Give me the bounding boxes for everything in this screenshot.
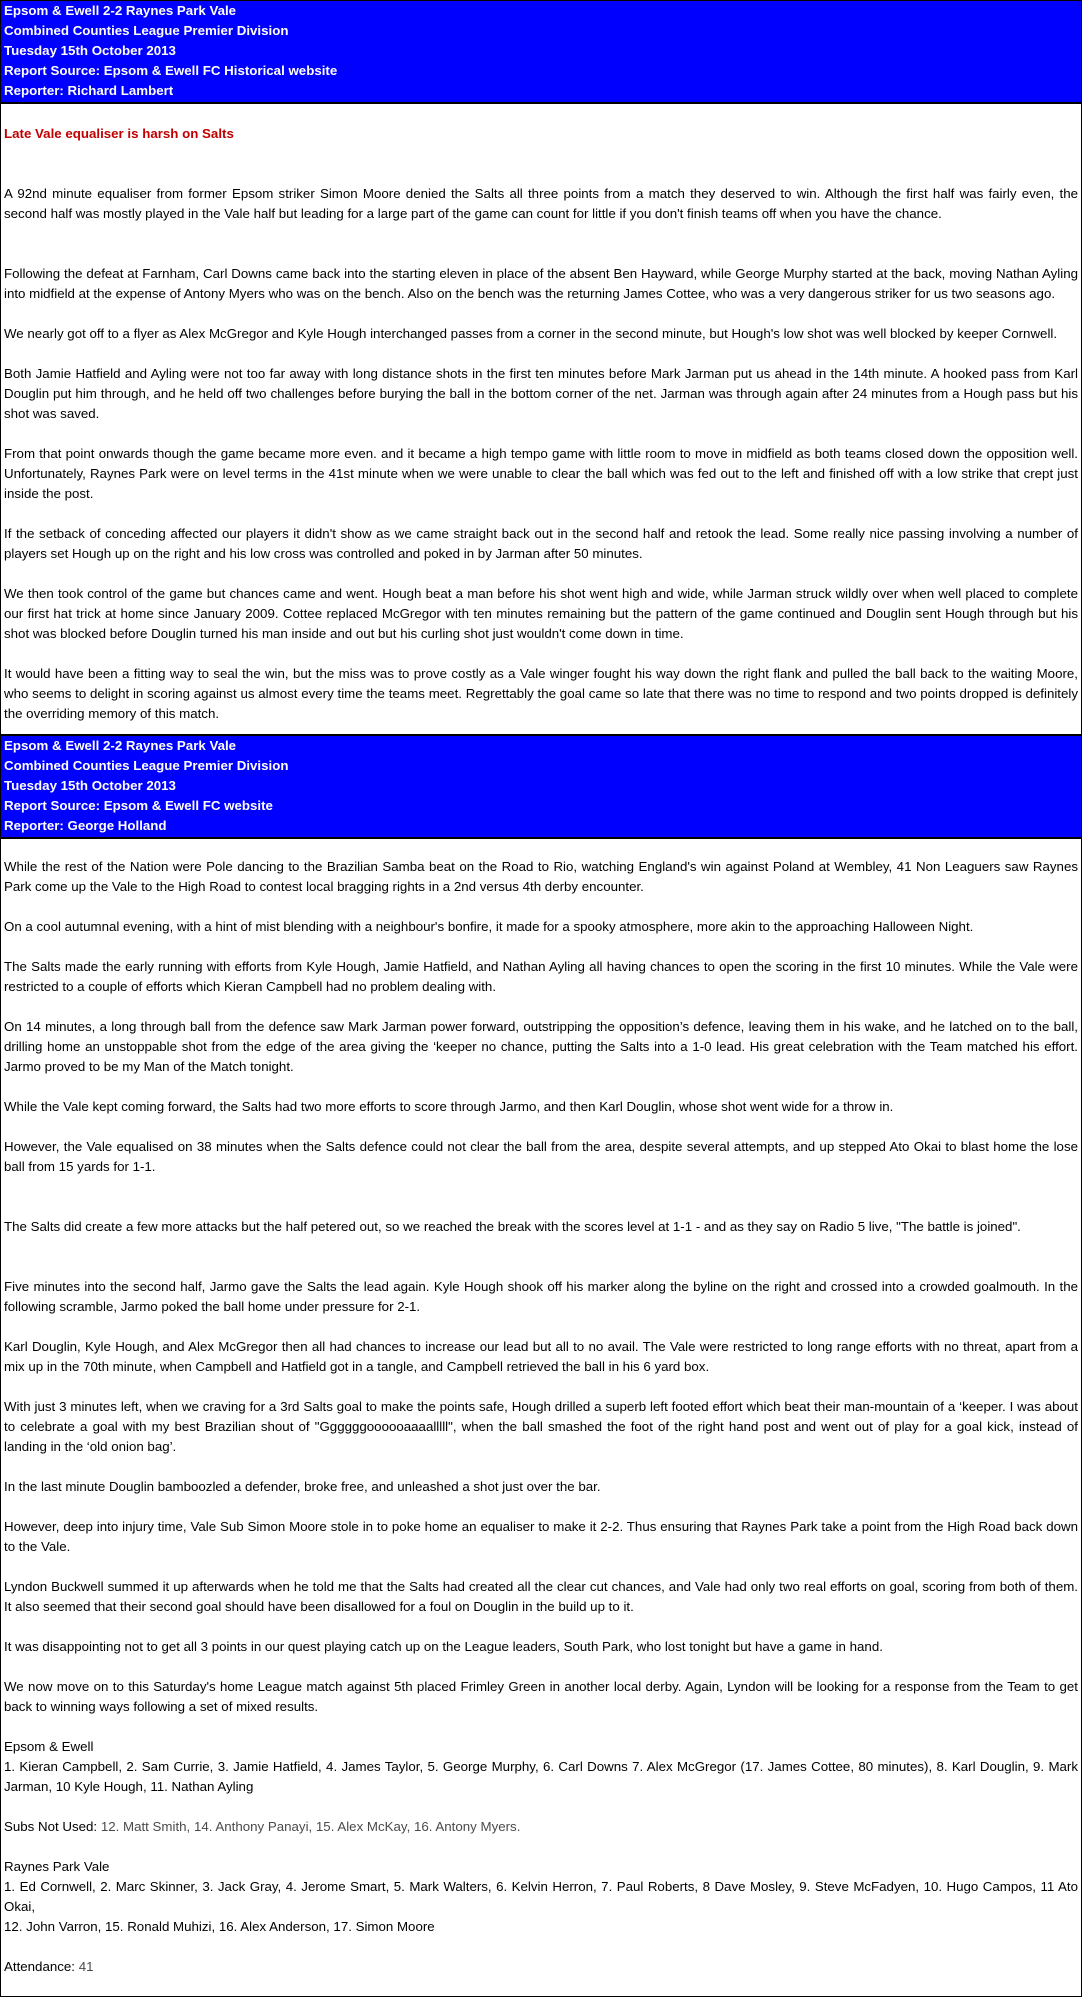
report-header-1 — [1, 1, 1081, 104]
paragraph: We nearly got off to a flyer as Alex McGregor and Kyle Hough interchanged passes from a corner in the second minute, but Hough's low shot was well blocked by keeper Cornwell. — [4, 326, 1058, 341]
away-team-name: Raynes Park Vale — [4, 1859, 110, 1874]
paragraph: In the last minute Douglin bamboozled a defender, broke free, and unleashed a shot just over the bar. — [4, 1479, 601, 1494]
paragraph: With just 3 minutes left, when we craving for a 3rd Salts goal to make the points safe, Hough drilled a superb left footed effort which beat their man-mountain of a ‘keeper. I was about to celebrate a goal with my best Brazilian shout of "Ggggggoooooaaaalllll", when the ball smashed the foot of the right hand post and went out of play for a goal kick, instead of landing in the ‘old onion bag’. — [4, 1399, 1078, 1454]
away-lineup: 1. Ed Cornwell, 2. Marc Skinner, 3. Jack Gray, 4. Jerome Smart, 5. Mark Walters, 6. Kelvin Herron, 7. Paul Roberts, 8 Dave Mosley, 9. Steve McFadyen, 10. Hugo Campos, 11 Ato Okai, — [4, 1879, 1078, 1914]
paragraph: However, the Vale equalised on 38 minutes when the Salts defence could not clear the ball from the area, despite several attempts, and up stepped Ato Okai to blast home the lose ball from 15 yards for 1-1. — [4, 1139, 1078, 1174]
paragraph: The Salts made the early running with efforts from Kyle Hough, Jamie Hatfield, and Nathan Ayling all having chances to open the scoring in the first 10 minutes. While the Vale were restricted to a couple of efforts which Kieran Campbell had no problem dealing with. — [4, 959, 1078, 994]
match-title: Epsom & Ewell 2-2 Raynes Park Vale — [4, 738, 237, 753]
paragraph: It would have been a fitting way to seal the win, but the miss was to prove costly as a Vale winger fought his way down the right flank and pulled the ball back to the waiting Moore, who seems to delight in scoring against us almost every time the teams meet. Regrettably the goal came so late that there was no time to respond and two points dropped is definitely the overriding memory of this match. — [4, 666, 1078, 721]
reporter: Reporter: George Holland — [4, 818, 167, 833]
paragraph: While the rest of the Nation were Pole dancing to the Brazilian Samba beat on the Road to Rio, watching England's win against Poland at Wembley, 41 Non Leaguers saw Raynes Park come up the Vale to the High Road to contest local bragging rights in a 2nd versus 4th derby encounter. — [4, 859, 1078, 894]
home-subs-line — [4, 1817, 1078, 1837]
paragraph: A 92nd minute equaliser from former Epsom striker Simon Moore denied the Salts all three points from a match they deserved to win. Although the first half was fairly even, the second half was mostly played in the Vale half but leading for a large part of the game can count for little if you don't finish teams off when you have the chance. — [4, 186, 1078, 221]
report-body-2 — [1, 839, 1081, 1977]
match-date: Tuesday 15th October 2013 — [4, 43, 176, 58]
subs-list: 12. Matt Smith, 14. Anthony Panayi, 15. Alex McKay, 16. Antony Myers. — [100, 1819, 521, 1834]
paragraph: Five minutes into the second half, Jarmo gave the Salts the lead again. Kyle Hough shook off his marker along the byline on the right and crossed into a crowded goalmouth. In the following scramble, Jarmo poked the ball home under pressure for 2-1. — [4, 1279, 1078, 1314]
paragraph: It was disappointing not to get all 3 points in our quest playing catch up on the League leaders, South Park, who lost tonight but have a game in hand. — [4, 1639, 883, 1654]
attendance-line — [4, 1957, 1078, 1977]
away-subs: 12. John Varron, 15. Ronald Muhizi, 16. Alex Anderson, 17. Simon Moore — [4, 1919, 435, 1934]
report-source: Report Source: Epsom & Ewell FC website — [4, 798, 273, 813]
attendance-value: 41 — [78, 1959, 94, 1974]
paragraph: However, deep into injury time, Vale Sub Simon Moore stole in to poke home an equaliser to make it 2-2. Thus ensuring that Raynes Park take a point from the High Road back down to the Vale. — [4, 1519, 1078, 1554]
paragraph: Both Jamie Hatfield and Ayling were not too far away with long distance shots in the first ten minutes before Mark Jarman put us ahead in the 14th minute. A hooked pass from Karl Douglin put him through, and he held off two challenges before burying the ball in the bottom corner of the net. Jarman was through again after 24 minutes from a Hough pass but his shot was saved. — [4, 366, 1078, 421]
paragraph: Following the defeat at Farnham, Carl Downs came back into the starting eleven in place of the absent Ben Hayward, while George Murphy started at the back, moving Nathan Ayling into midfield at the expense of Antony Myers who was on the bench. Also on the bench was the returning James Cottee, who was a very dangerous striker for us two seasons ago. — [4, 266, 1078, 301]
competition: Combined Counties League Premier Division — [4, 23, 289, 38]
report-header-2 — [1, 734, 1081, 839]
competition: Combined Counties League Premier Division — [4, 758, 289, 773]
report-source: Report Source: Epsom & Ewell FC Historical website — [4, 63, 338, 78]
paragraph: The Salts did create a few more attacks but the half petered out, so we reached the break with the scores level at 1-1 - and as they say on Radio 5 live, "The battle is joined". — [4, 1219, 1021, 1234]
report-body-1 — [1, 104, 1081, 734]
paragraph: On a cool autumnal evening, with a hint of mist blending with a neighbour's bonfire, it made for a spooky atmosphere, more akin to the approaching Halloween Night. — [4, 919, 974, 934]
paragraph: We then took control of the game but chances came and went. Hough beat a man before his shot went high and wide, while Jarman struck wildly over when well placed to complete our first hat trick at home since January 2009. Cottee replaced McGregor with ten minutes remaining but the pattern of the game continued and Douglin sent Hough through but his shot was blocked before Douglin turned his man inside and out but his curling shot just wouldn't come down in time. — [4, 586, 1078, 641]
attendance-label: Attendance: — [4, 1959, 75, 1974]
paragraph: Lyndon Buckwell summed it up afterwards when he told me that the Salts had created all the clear cut chances, and Vale had only two real efforts on goal, scoring from both of them. It also seemed that their second goal should have been disallowed for a foul on Douglin in the build up to it. — [4, 1579, 1078, 1614]
reporter: Reporter: Richard Lambert — [4, 83, 174, 98]
paragraph: While the Vale kept coming forward, the Salts had two more efforts to score through Jarmo, and then Karl Douglin, whose shot went wide for a throw in. — [4, 1099, 894, 1114]
paragraph: Karl Douglin, Kyle Hough, and Alex McGregor then all had chances to increase our lead but all to no avail. The Vale were restricted to long range efforts with no threat, apart from a mix up in the 70th minute, when Campbell and Hatfield got in a tangle, and Campbell retrieved the ball in his 6 yard box. — [4, 1339, 1078, 1374]
paragraph: On 14 minutes, a long through ball from the defence saw Mark Jarman power forward, outstripping the opposition’s defence, leaving them in his wake, and he latched on to the ball, drilling home an unstoppable shot from the edge of the area giving the ‘keeper no chance, putting the Salts into a 1-0 lead. His great celebration with the Team matched his effort. Jarmo proved to be my Man of the Match tonight. — [4, 1019, 1078, 1074]
subs-label: Subs Not Used: — [4, 1819, 98, 1834]
match-date: Tuesday 15th October 2013 — [4, 778, 176, 793]
paragraph: If the setback of conceding affected our players it didn't show as we came straight back out in the second half and retook the lead. Some really nice passing involving a number of players set Hough up on the right and his low cross was controlled and poked in by Jarman after 50 minutes. — [4, 526, 1078, 561]
home-team-name: Epsom & Ewell — [4, 1739, 94, 1754]
paragraph: We now move on to this Saturday's home League match against 5th placed Frimley Green in another local derby. Again, Lyndon will be looking for a response from the Team to get back to winning ways following a set of mixed results. — [4, 1679, 1078, 1714]
report-headline: Late Vale equaliser is harsh on Salts — [4, 126, 234, 141]
home-lineup: 1. Kieran Campbell, 2. Sam Currie, 3. Jamie Hatfield, 4. James Taylor, 5. George Murphy, 6. Carl Downs 7. Alex McGregor (17. James Cottee, 80 minutes), 8. Karl Douglin, 9. Mark Jarman, 10 Kyle Hough, 11. Nathan Ayling — [4, 1759, 1078, 1794]
paragraph: From that point onwards though the game became more even. and it became a high tempo game with little room to move in midfield as both teams closed down the opposition well. Unfortunately, Raynes Park were on level terms in the 41st minute when we were unable to clear the ball which was fed out to the left and finished off with a low strike that crept just inside the post. — [4, 446, 1078, 501]
match-title: Epsom & Ewell 2-2 Raynes Park Vale — [4, 3, 237, 18]
